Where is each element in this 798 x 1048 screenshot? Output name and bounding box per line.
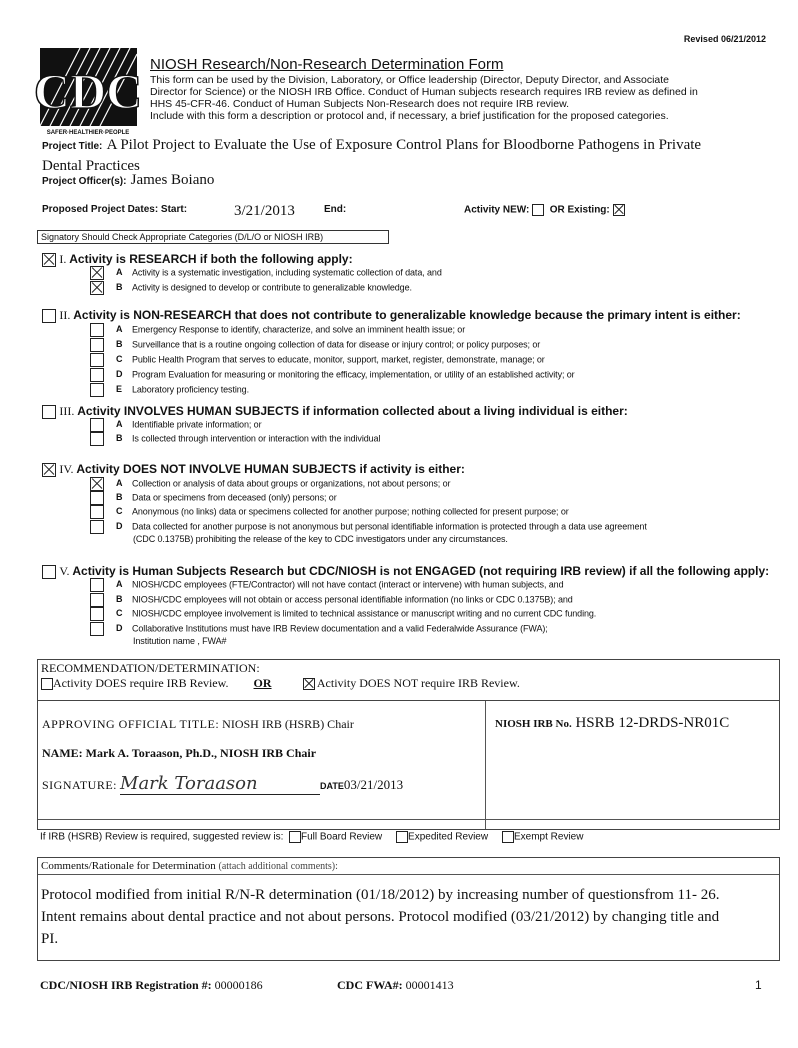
section-4: IV. Activity DOES NOT INVOLVE HUMAN SUBJECTS if activity is either: [42,462,465,477]
category-item: C Anonymous (no links) data or specimens collected for another purpose; nothing collected for present purpose; or [90,505,569,519]
item-checkbox[interactable] [90,323,104,337]
project-officer: Project Officer(s): James Boiano [42,172,215,188]
svg-text:CDC: CDC [33,63,143,119]
item-checkbox[interactable] [90,520,104,534]
category-item: A Emergency Response to identify, characterize, and solve an imminent health issue; or [90,323,465,337]
category-item: C Public Health Program that serves to educate, monitor, support, market, register, demonstrate, manage; or [90,353,545,367]
category-item: A Activity is a systematic investigation, including systematic collection of data, and [90,266,442,280]
signature-line: SIGNATURE: Mark Toraason DATE03/21/2013 [42,773,404,794]
section-checkbox[interactable] [42,405,56,419]
category-item: D Data collected for another purpose is not anonymous but personal identifiable information is protected through a data use agreement (CDC 0.1375B) prohibiting the release of the key to CDC investigators under any circumstances. [90,520,647,544]
item-checkbox[interactable] [90,491,104,505]
category-item: B Surveillance that is a routine ongoing collection of data for disease or injury control; or policy purposes; or [90,338,540,352]
recommendation-heading: RECOMMENDATION/DETERMINATION: [41,661,260,675]
section-2: II. Activity is NON-RESEARCH that does not contribute to generalizable knowledge because the primary intent is either: [42,308,741,323]
section-1: I. Activity is RESEARCH if both the following apply: [42,252,353,267]
cdc-logo [33,48,143,136]
category-item: A Identifiable private information; or [90,418,261,432]
section-checkbox[interactable] [42,309,56,323]
requires-irb-checkbox[interactable] [41,678,53,690]
category-item: D Program Evaluation for measuring or monitoring the efficacy, implementation, or utility of an established activity; or [90,368,575,382]
item-checkbox[interactable] [90,353,104,367]
project-title: Project Title: A Pilot Project to Evaluate the Use of Exposure Control Plans for Bloodborne Pathogens in Private Dental Practices [42,137,702,174]
not-requires-irb-checkbox[interactable] [303,678,315,690]
category-item: B NIOSH/CDC employees will not obtain or access personal identifiable information (no links or CDC 0.1375B); and [90,593,573,607]
intro-text: This form can be used by the Division, Laboratory, or Office leadership (Director, Deputy Director, and Associate Director for Science) or the NIOSH IRB Office. Conduct of Human subjects research requires IRB review as defined in HHS 45-CFR-46. Conduct of Human Subjects Non-Research does not require IRB review. Include with this form a description or protocol and, if necessary, a brief justification for the proposed categories. [150,74,698,122]
revised-date: Revised 06/21/2012 [683,34,766,44]
category-item: A Collection or analysis of data about groups or organizations, not about persons; or [90,477,450,491]
section-checkbox[interactable] [42,565,56,579]
item-checkbox[interactable] [90,281,104,295]
category-item: B Activity is designed to develop or contribute to generalizable knowledge. [90,281,412,295]
comments-text: Protocol modified from initial R/N-R determination (01/18/2012) by increasing number of questionsfrom 11- 26. Intent remains about dental practice and not about persons. Protocol modified (03/21/2012) by changing title and PI. [41,887,720,947]
activity-new-checkbox[interactable] [532,204,544,216]
section-5: V. Activity is Human Subjects Research but CDC/NIOSH is not ENGAGED (not requiring IRB review) if all the following apply: [42,564,769,579]
irb-number: NIOSH IRB No. HSRB 12-DRDS-NR01C [495,715,730,731]
category-item: E Laboratory proficiency testing. [90,383,249,397]
item-checkbox[interactable] [90,578,104,592]
approval-box [37,700,780,830]
full-board-checkbox[interactable] [289,831,301,843]
recommendation-options: Activity DOES require IRB Review. OR Activity DOES NOT require IRB Review. [41,676,520,691]
approving-title: APPROVING OFFICIAL TITLE: NIOSH IRB (HSRB) Chair [42,717,354,731]
category-item: B Is collected through intervention or interaction with the individual [90,432,380,446]
item-checkbox[interactable] [90,607,104,621]
item-checkbox[interactable] [90,418,104,432]
dates-label: Proposed Project Dates: Start: [42,204,188,215]
svg-text:SAFER·HEALTHIER·PEOPLE: SAFER·HEALTHIER·PEOPLE [46,130,130,136]
category-item: B Data or specimens from deceased (only) persons; or [90,491,337,505]
recommendation-box [37,659,780,701]
signatory-note: Signatory Should Check Appropriate Categories (D/L/O or NIOSH IRB) [37,230,389,244]
cdc-fwa: CDC FWA#: 00001413 [337,978,454,992]
category-item: C NIOSH/CDC employee involvement is limited to technical assistance or manuscript writing and no current CDC funding. [90,607,596,621]
item-checkbox[interactable] [90,505,104,519]
item-checkbox[interactable] [90,338,104,352]
approver-name: NAME: Mark A. Toraason, Ph.D., NIOSH IRB Chair [42,746,317,760]
item-checkbox[interactable] [90,593,104,607]
irb-registration: CDC/NIOSH IRB Registration #: 00000186 [40,978,263,992]
section-3: III. Activity INVOLVES HUMAN SUBJECTS if information collected about a living individual is either: [42,404,628,419]
item-checkbox[interactable] [90,432,104,446]
start-date: 3/21/2013 [234,203,295,219]
end-label: End: [324,204,347,215]
activity-existing-checkbox[interactable] [613,204,625,216]
category-item: D Collaborative Institutions must have IRB Review documentation and a valid Federalwide Assurance (FWA); Institution name , FWA# [90,622,548,646]
review-type: If IRB (HSRB) Review is required, suggested review is: Full Board Review Expedited Review Exempt Review [40,831,584,843]
item-checkbox[interactable] [90,368,104,382]
item-checkbox[interactable] [90,266,104,280]
form-title: NIOSH Research/Non-Research Determination Form [150,56,504,73]
activity-type: Activity NEW: OR Existing: [464,204,625,216]
signature: Mark Toraason [120,773,320,795]
expedited-checkbox[interactable] [396,831,408,843]
category-item: A NIOSH/CDC employees (FTE/Contractor) will not have contact (interact or intervene) with human subjects, and [90,578,563,592]
section-checkbox[interactable] [42,253,56,267]
page-number: 1 [755,978,762,992]
exempt-checkbox[interactable] [502,831,514,843]
item-checkbox[interactable] [90,622,104,636]
item-checkbox[interactable] [90,383,104,397]
comments-heading: Comments/Rationale for Determination (attach additional comments): [41,860,338,872]
comments-box [37,857,780,961]
item-checkbox[interactable] [90,477,104,491]
section-checkbox[interactable] [42,463,56,477]
